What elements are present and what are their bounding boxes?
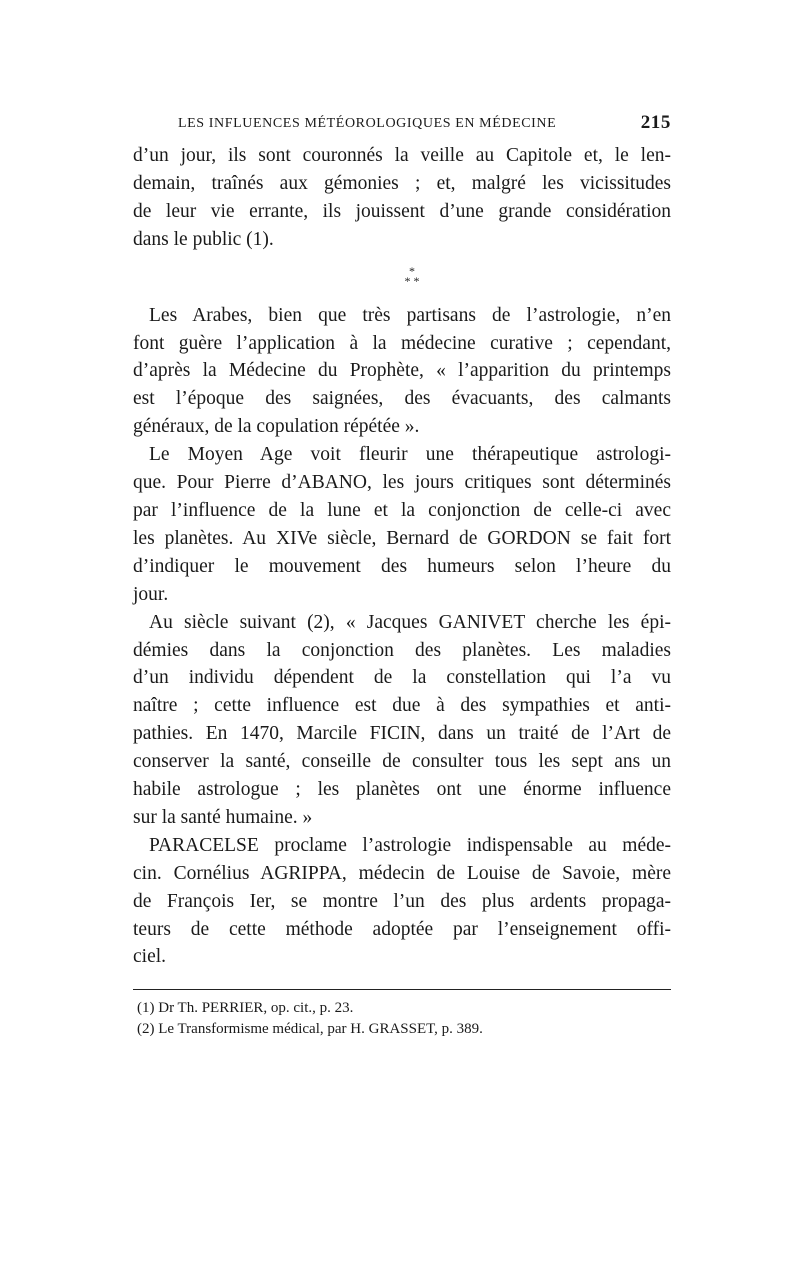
text-line: les planètes. Au XIVe siècle, Bernard de GORDON se fait fort bbox=[133, 527, 671, 549]
text-line: pathies. En 1470, Marcile FICIN, dans un traité de l’Art de bbox=[133, 723, 671, 745]
paragraph-1 bbox=[133, 142, 671, 254]
text-line: Au siècle suivant (2), « Jacques GANIVET cherche les épi- bbox=[149, 611, 671, 633]
text-line: cin. Cornélius AGRIPPA, médecin de Louise de Savoie, mère bbox=[133, 862, 671, 884]
paragraph-2 bbox=[133, 302, 671, 442]
text-line: PARACELSE proclame l’astrologie indispensable au méde- bbox=[149, 834, 671, 856]
text-line: de François Ier, se montre l’un des plus ardents propaga- bbox=[133, 890, 671, 912]
paragraph-3 bbox=[133, 441, 671, 608]
footnotes bbox=[133, 998, 671, 1040]
text-line: sur la santé humaine. » bbox=[133, 806, 313, 828]
text-line: teurs de cette méthode adoptée par l’enseignement offi- bbox=[133, 918, 671, 940]
asterism-bottom: * * bbox=[404, 273, 420, 288]
text-line: dans le public (1). bbox=[133, 228, 274, 250]
running-title: LES INFLUENCES MÉTÉOROLOGIQUES EN MÉDECINE bbox=[178, 116, 557, 131]
text-line: conserver la santé, conseille de consulter tous les sept ans un bbox=[133, 751, 671, 773]
page-number: 215 bbox=[640, 112, 671, 133]
text-line: Le Moyen Age voit fleurir une thérapeutique astrologi- bbox=[149, 444, 671, 466]
text-line: naître ; cette influence est due à des sympathies et anti- bbox=[133, 695, 671, 717]
footnote-1: (1) Dr Th. PERRIER, op. cit., p. 23. bbox=[137, 1000, 354, 1017]
footnote-rule bbox=[133, 989, 671, 990]
text-line: démies dans la conjonction des planètes. Les maladies bbox=[133, 639, 671, 661]
text-line: généraux, de la copulation répétée ». bbox=[133, 416, 420, 438]
asterism-divider bbox=[153, 263, 671, 288]
text-line: de leur vie errante, ils jouissent d’une grande considération bbox=[133, 200, 671, 222]
text-line: jour. bbox=[133, 583, 169, 605]
text-line: d’un jour, ils sont couronnés la veille au Capitole et, le len- bbox=[133, 145, 671, 166]
asterism-top: * bbox=[409, 263, 415, 278]
text-line: est l’époque des saignées, des évacuants, des calmants bbox=[133, 388, 671, 410]
text-line: que. Pour Pierre d’ABANO, les jours critiques sont déterminés bbox=[133, 472, 671, 494]
text-line: font guère l’application à la médecine curative ; cependant, bbox=[133, 332, 671, 354]
text-line: d’un individu dépendent de la constellation qui l’a vu bbox=[133, 667, 671, 689]
running-head bbox=[133, 112, 671, 142]
text-line: ciel. bbox=[133, 946, 167, 968]
text-line: demain, traînés aux gémonies ; et, malgré les vicissitudes bbox=[133, 172, 671, 194]
paragraph-5 bbox=[133, 832, 671, 972]
text-line: par l’influence de la lune et la conjonction de celle-ci avec bbox=[133, 499, 671, 521]
footnote-2: (2) Le Transformisme médical, par H. GRASSET, p. 389. bbox=[137, 1021, 483, 1038]
text-line: d’indiquer le mouvement des humeurs selon l’heure du bbox=[133, 555, 671, 577]
text-line: d’après la Médecine du Prophète, « l’apparition du printemps bbox=[133, 360, 671, 382]
text-line: Les Arabes, bien que très partisans de l’astrologie, n’en bbox=[149, 304, 671, 326]
body-text bbox=[133, 142, 671, 971]
paragraph-4 bbox=[133, 609, 671, 832]
text-line: habile astrologue ; les planètes ont une énorme influence bbox=[133, 779, 671, 801]
page bbox=[133, 112, 671, 1040]
